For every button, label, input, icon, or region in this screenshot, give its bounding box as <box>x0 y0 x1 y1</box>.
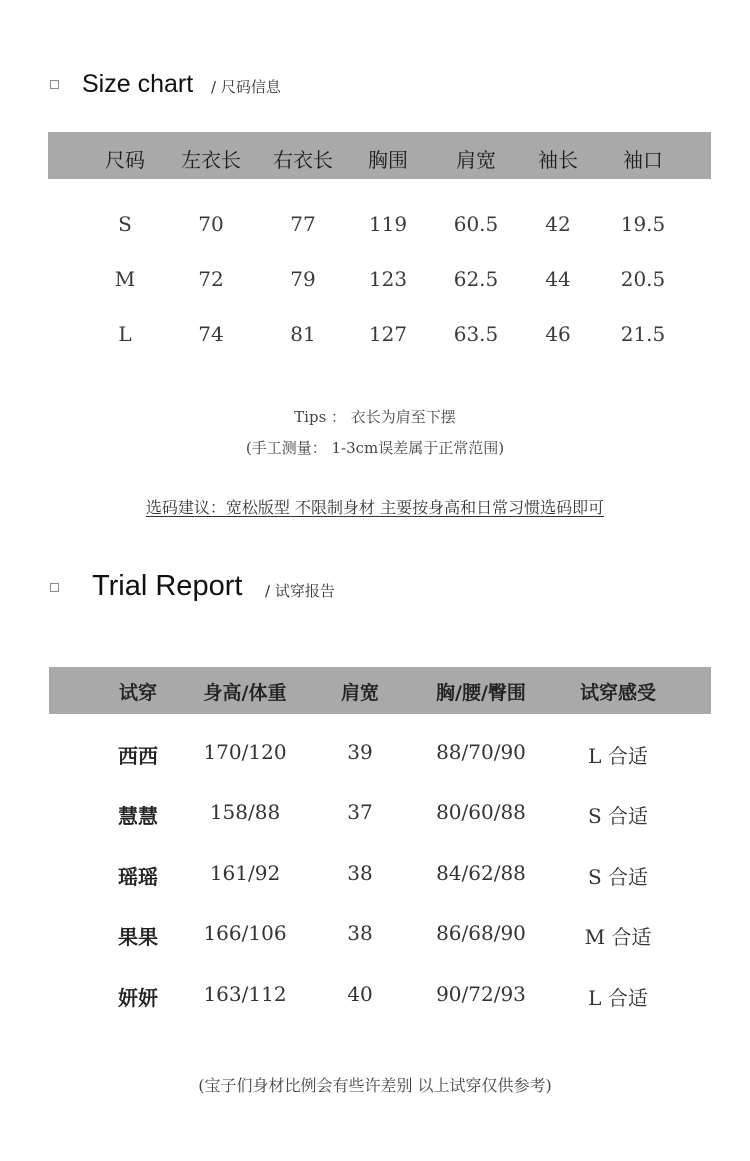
trial-report-cell: 39 <box>347 740 373 764</box>
trial-report-cell: 170/120 <box>203 740 287 764</box>
size-advice-row <box>0 495 750 518</box>
trial-report-cell: 84/62/88 <box>436 861 526 885</box>
trial-report-cell: 161/92 <box>209 861 281 885</box>
trial-report-cell: 88/70/90 <box>436 740 526 764</box>
trial-report-name: 果果 <box>118 925 158 949</box>
size-chart-cell: 44 <box>545 267 571 291</box>
size-chart-size-label: L <box>118 322 132 346</box>
trial-report-name: 妍妍 <box>118 986 158 1010</box>
size-chart-cell: 77 <box>290 212 316 236</box>
trial-report-header: 胸/腰/臀围 <box>436 682 526 704</box>
trial-report-subtitle: / 试穿报告 <box>265 582 335 600</box>
size-chart-cell: 46 <box>545 322 571 346</box>
size-chart-header: 胸围 <box>368 148 408 172</box>
size-chart-cell: 20.5 <box>620 267 666 291</box>
size-chart-cell: 42 <box>545 212 571 236</box>
trial-report-cell: 166/106 <box>203 921 287 945</box>
size-chart-subtitle: / 尺码信息 <box>211 78 281 96</box>
trial-report-header: 身高/体重 <box>203 682 287 704</box>
size-advice: 选码建议：宽松版型 不限制身材 主要按身高和日常习惯选码即可 <box>145 498 605 517</box>
size-chart-cell: 81 <box>290 322 316 346</box>
trial-report-name: 西西 <box>118 744 158 768</box>
size-chart-header: 肩宽 <box>456 148 496 172</box>
size-chart-header: 袖口 <box>623 148 663 172</box>
trial-footer-note: (宝子们身材比例会有些许差别 以上试穿仅供参考) <box>198 1076 552 1095</box>
measure-note: (手工测量： 1-3cm误差属于正常范围) <box>245 439 505 457</box>
trial-report-cell: 38 <box>347 861 373 885</box>
size-chart-cell: 62.5 <box>453 267 499 291</box>
trial-report-bullet-icon <box>50 583 59 592</box>
size-chart-cell: 19.5 <box>620 212 666 236</box>
size-chart-cell: 79 <box>290 267 316 291</box>
trial-report-cell: 38 <box>347 921 373 945</box>
trial-report-cell: 80/60/88 <box>436 800 526 824</box>
size-chart-header: 右衣长 <box>273 148 333 172</box>
trial-report-cell: 163/112 <box>203 982 287 1006</box>
size-chart-cell: 127 <box>368 322 408 346</box>
size-chart-cell: 21.5 <box>620 322 666 346</box>
trial-report-header: 试穿感受 <box>579 682 657 704</box>
trial-report-cell: M 合适 <box>584 925 652 949</box>
size-chart-header: 左衣长 <box>181 148 241 172</box>
trial-report-cell: 90/72/93 <box>436 982 526 1006</box>
size-chart-cell: 74 <box>198 322 224 346</box>
size-chart-cell: 70 <box>198 212 224 236</box>
trial-report-cell: S 合适 <box>587 865 649 889</box>
size-chart-cell: 63.5 <box>453 322 499 346</box>
size-chart-header: 尺码 <box>105 148 145 172</box>
size-chart-header: 袖长 <box>538 148 578 172</box>
trial-report-cell: S 合适 <box>587 804 649 828</box>
size-chart-cell: 119 <box>368 212 408 236</box>
size-chart-cell: 60.5 <box>453 212 499 236</box>
size-chart-size-label: M <box>114 267 136 291</box>
size-tips: Tips ： 衣长为肩至下摆 <box>294 408 456 426</box>
trial-report-name: 慧慧 <box>118 804 158 828</box>
trial-report-cell: L 合适 <box>588 986 648 1010</box>
trial-report-cell: 158/88 <box>209 800 281 824</box>
size-chart-cell: 72 <box>198 267 224 291</box>
trial-report-title: Trial Report <box>92 570 243 602</box>
trial-report-cell: 86/68/90 <box>436 921 526 945</box>
size-chart-title: Size chart <box>82 70 194 98</box>
trial-report-cell: 37 <box>347 800 373 824</box>
trial-report-name: 瑶瑶 <box>118 865 158 889</box>
size-chart-cell: 123 <box>368 267 408 291</box>
trial-report-header: 试穿 <box>118 682 158 704</box>
trial-report-cell: L 合适 <box>588 744 648 768</box>
size-chart-size-label: S <box>118 212 132 236</box>
trial-report-header: 肩宽 <box>340 682 380 704</box>
trial-report-cell: 40 <box>347 982 373 1006</box>
size-chart-bullet-icon <box>50 80 59 89</box>
